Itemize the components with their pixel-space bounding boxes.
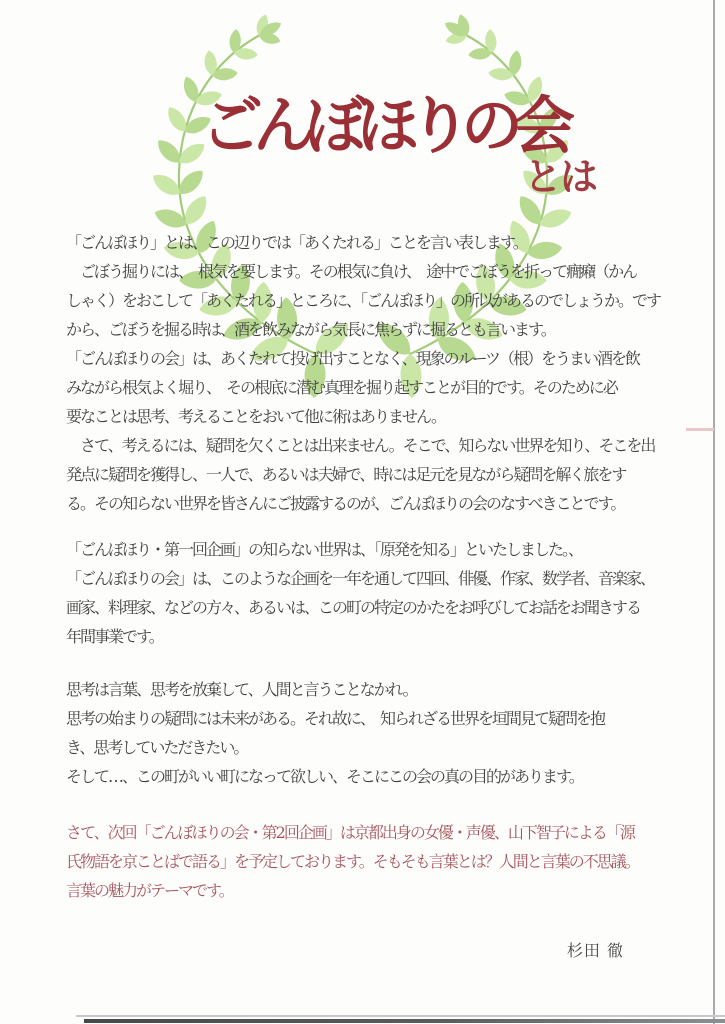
body-line: そして…、この町がいい町になって欲しい、そこにこの会の真の目的があります。 <box>66 767 583 786</box>
paragraph-4 <box>66 431 670 518</box>
body-line: 画家、料理家、などの方々、あるいは、この町の特定のかたをお呼びしてお話をお聞きする <box>66 598 641 617</box>
scan-edge-bottom-faint <box>76 1015 725 1017</box>
body-line: 発点に疑問を獲得し、一人で、あるいは夫婦で、時には足元を見ながら疑問を解く旅をす <box>66 465 626 484</box>
body-line: しゃく）をおこして「あくたれる」ところに、「ごんぼほり」の所以があるのでしょうか。です <box>66 291 661 310</box>
body-line: さて、考えるには、疑問を欠くことは出来ません。そこで、知らない世界を知り、そこを出 <box>66 436 655 455</box>
paragraph-7-announcement <box>66 818 670 905</box>
body-line: 「ごんぼほり・第一回企画」の知らない世界は、「原発を知る」といたしました。、 <box>66 540 583 559</box>
page-subtitle: とは <box>524 154 597 199</box>
body-line: 「ごんぼほりの会」は、このような企画を一年を通して四回、俳優、作家、数学者、音楽家、 <box>66 569 655 588</box>
scan-edge-right <box>713 0 715 1024</box>
author-signature: 杉田 徹 <box>566 941 624 960</box>
body-line: き、思考していただきたい。 <box>66 738 248 757</box>
paragraph-5 <box>66 535 670 651</box>
document-body <box>66 228 670 965</box>
body-line: 思考は言葉、思考を放棄して、人間と言うことなかれ。 <box>66 680 417 699</box>
body-line: 「ごんぼほりの会」は、あくたれて投げ出すことなく、現象のルーツ（根）をうまい酒を飲 <box>66 349 640 368</box>
scan-smudge-mark <box>686 428 714 431</box>
body-line: 年間事業です。 <box>66 627 163 646</box>
body-line: 氏物語を京ことばで語る」を予定しております。そもそも言葉とは？人間と言葉の不思議。 <box>66 852 639 871</box>
paragraph-2 <box>66 257 670 344</box>
paragraph-1 <box>66 228 670 257</box>
paragraph-3 <box>66 344 670 431</box>
body-line: みながら根気よく堀り、 その根底に潜む真理を掘り起すことが目的です。そのために必 <box>66 378 617 397</box>
paragraph-6 <box>66 675 670 791</box>
body-line: 言葉の魅力がテーマです。 <box>66 881 233 900</box>
body-line: 要なことは思考、考えることをおいて他に術はありません。 <box>66 407 445 426</box>
body-line: ごぼう掘りには、 根気を要します。その根気に負け、 途中でごぼうを折って癇癪（かん <box>66 262 637 281</box>
body-line: さて、次回「ごんぼほりの会・第2回企画」は京都出身の女優・声優、山下智子による「源 <box>66 823 634 842</box>
page-title: ごんぼほりの会 <box>201 89 566 162</box>
body-line: る。その知らない世界を皆さんにご披露するのが、ごんぼほりの会のなすべきことです。 <box>66 494 625 513</box>
body-line: から、ごぼうを掘る時は、酒を飲みながら気長に焦らずに掘るとも言います。 <box>66 320 555 339</box>
scan-edge-bottom-dark <box>84 1019 725 1023</box>
body-line: 「ごんぼほり」とは、この辺りでは「あくたれる」ことを言い表します。 <box>66 233 527 252</box>
body-line: 思考の始まりの疑問には未来がある。それ故に、 知られざる世界を垣間見て疑問を抱 <box>66 709 605 728</box>
